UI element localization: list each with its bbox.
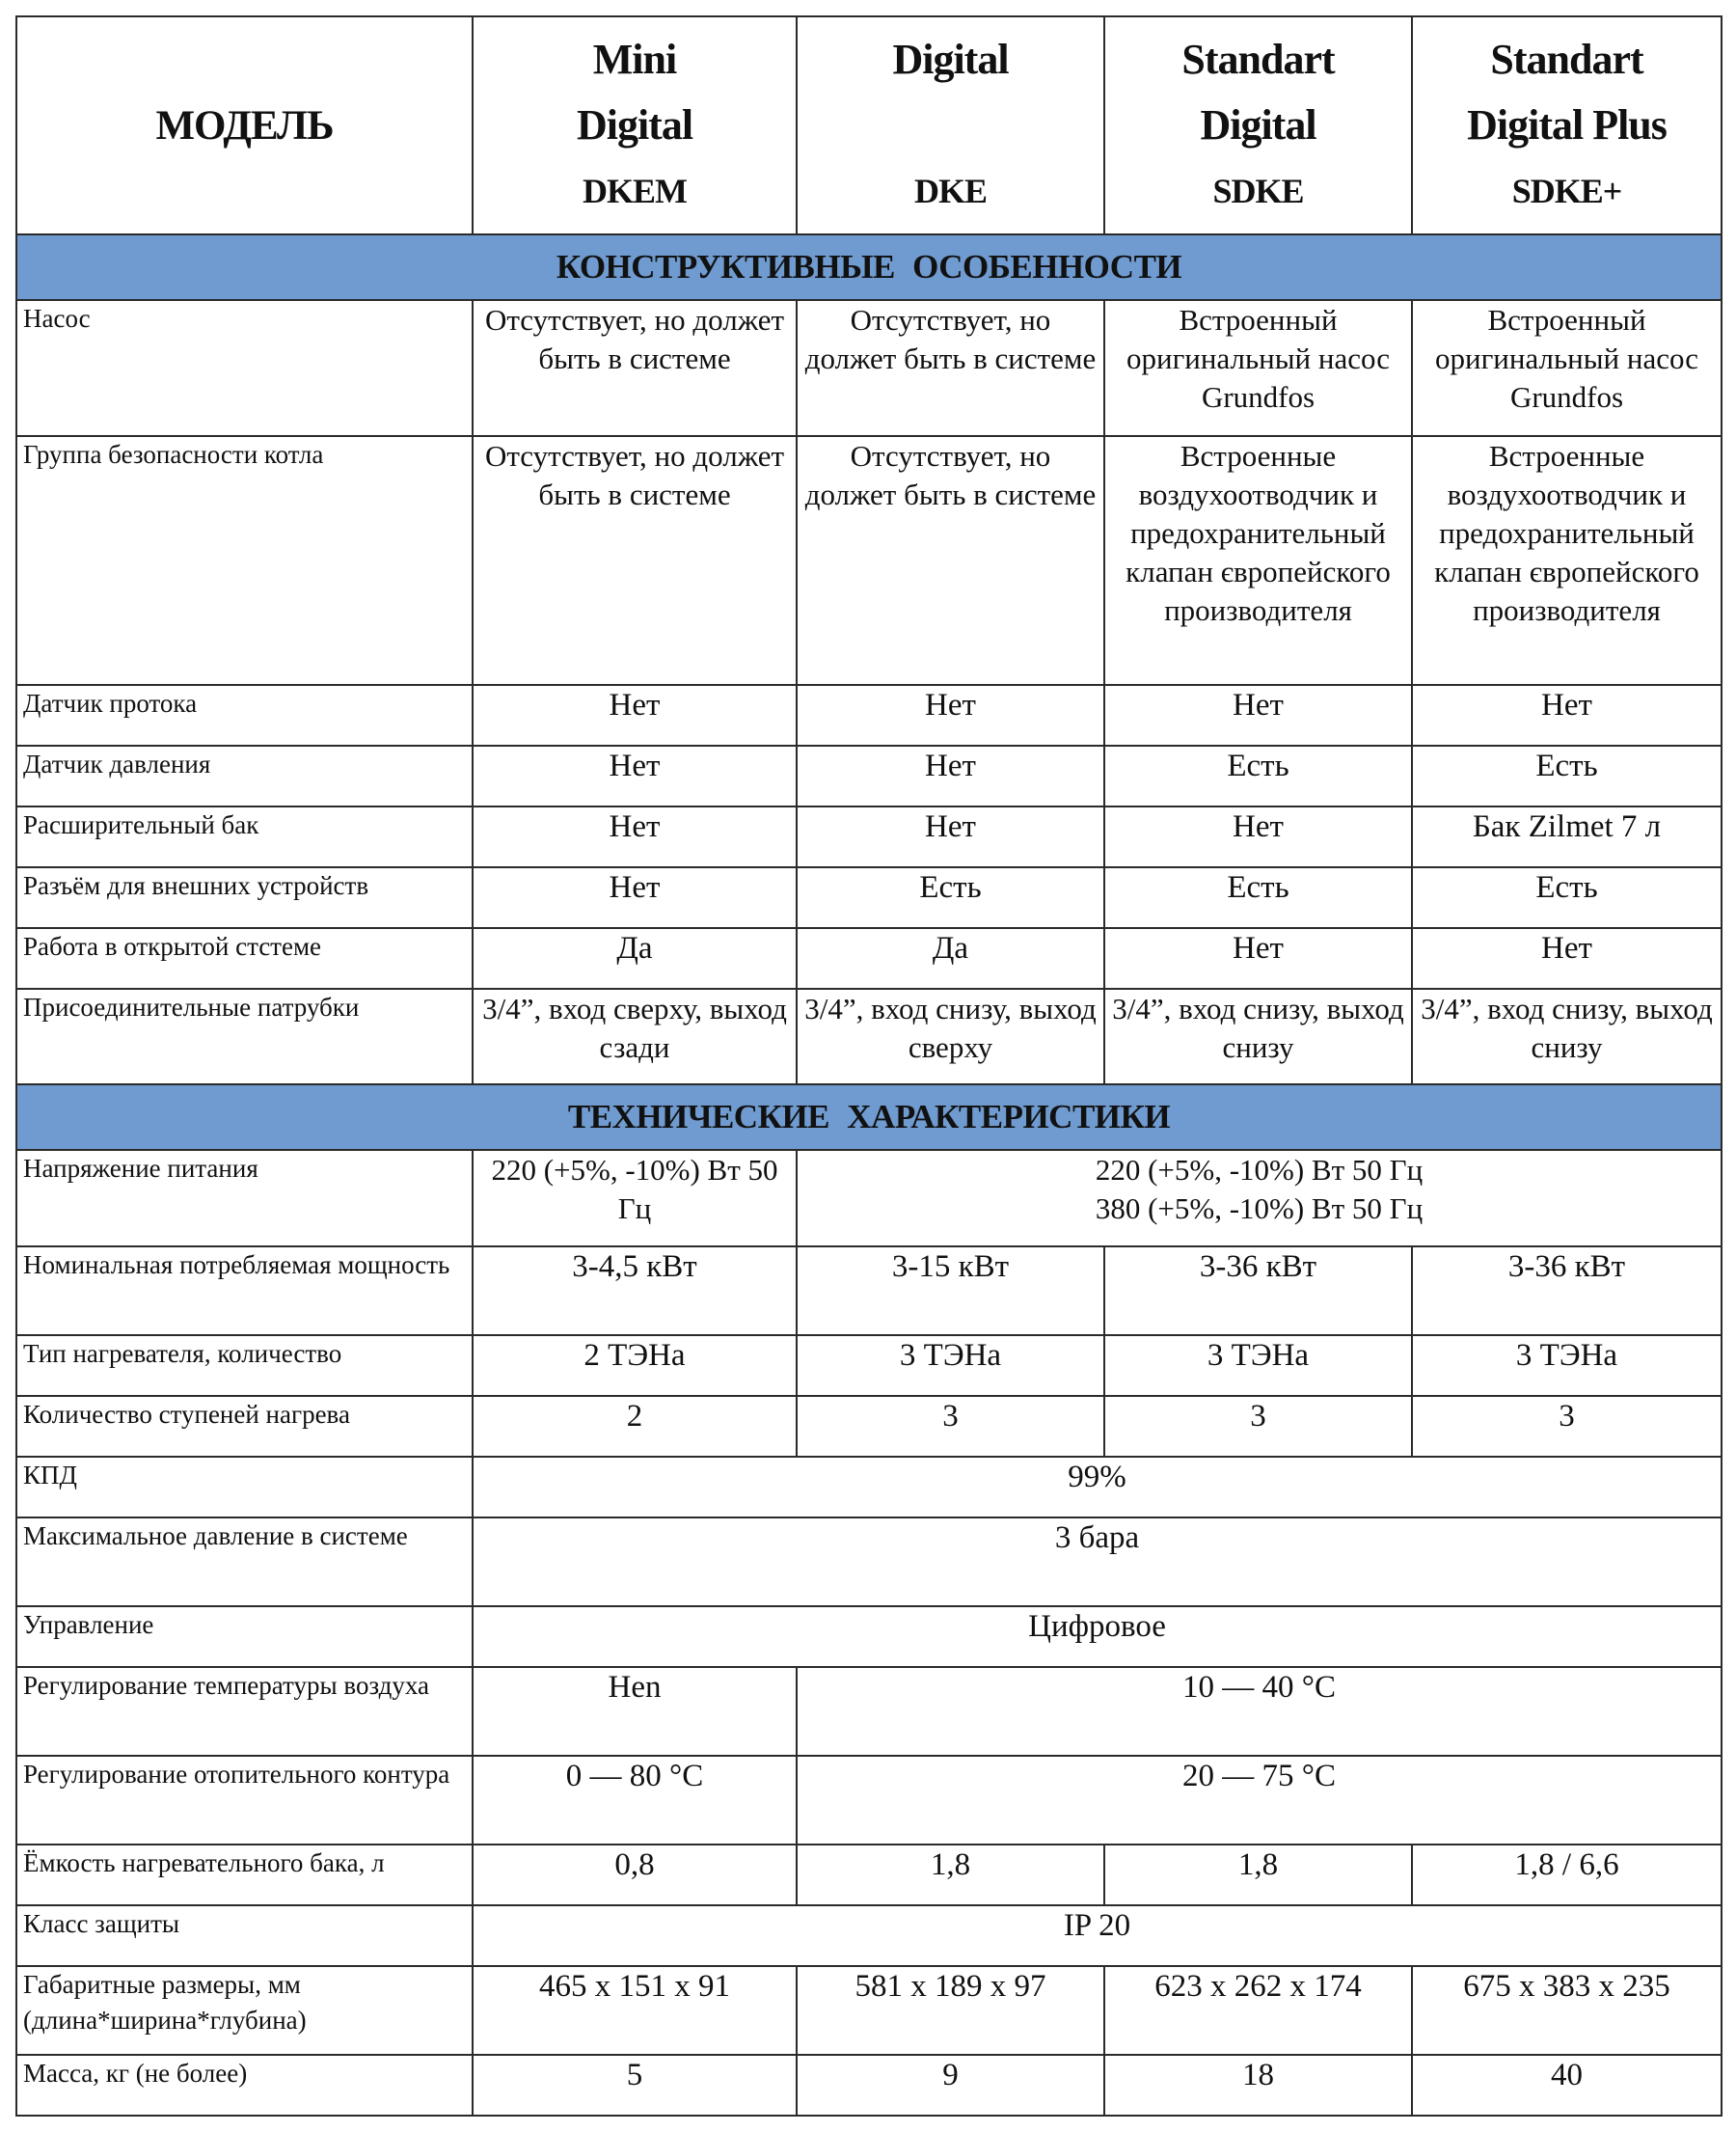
spec-value: 3 ТЭНа bbox=[797, 1335, 1104, 1396]
spec-label: Группа безопасности котла bbox=[16, 436, 473, 685]
spec-value: Нет bbox=[1412, 928, 1722, 989]
spec-value: 5 bbox=[473, 2055, 797, 2116]
spec-value: 3/4”, вход сверху, выход сзади bbox=[473, 989, 797, 1084]
spec-row bbox=[16, 685, 1722, 746]
spec-value: 3-36 кВт bbox=[1104, 1246, 1412, 1335]
model-column-dkem bbox=[473, 16, 797, 234]
spec-label: Масса, кг (не более) bbox=[16, 2055, 473, 2116]
spec-value: 3 bbox=[1104, 1396, 1412, 1457]
spec-value: Нет bbox=[473, 806, 797, 867]
spec-value: Отсутствует, но должет быть в системе bbox=[797, 300, 1104, 436]
spec-label: Ёмкость нагревательного бака, л bbox=[16, 1845, 473, 1905]
model-code: DKEM bbox=[583, 172, 687, 210]
spec-label: Датчик давления bbox=[16, 746, 473, 806]
spec-value: Есть bbox=[1412, 867, 1722, 928]
spec-value: Встроенные воздухоотводчик и предохранительный клапан європейского производителя bbox=[1104, 436, 1412, 685]
spec-value: 3 ТЭНа bbox=[1412, 1335, 1722, 1396]
model-name-line1: Standart bbox=[1181, 36, 1335, 83]
model-name-line1: Digital bbox=[892, 36, 1009, 83]
spec-label: КПД bbox=[16, 1457, 473, 1517]
technical-section-header: ТЕХНИЧЕСКИЕ ХАРАКТЕРИСТИКИ bbox=[16, 1084, 1722, 1150]
spec-value: Есть bbox=[797, 867, 1104, 928]
spec-value: Да bbox=[797, 928, 1104, 989]
spec-label: Работа в открытой стстеме bbox=[16, 928, 473, 989]
spec-value: Нет bbox=[473, 685, 797, 746]
section-row bbox=[16, 234, 1722, 300]
spec-value: 3-4,5 кВт bbox=[473, 1246, 797, 1335]
spec-value: 20 — 75 °C bbox=[797, 1756, 1722, 1845]
spec-value: Нет bbox=[473, 746, 797, 806]
spec-label: Номинальная потребляемая мощность bbox=[16, 1246, 473, 1335]
spec-row bbox=[16, 1756, 1722, 1845]
spec-label: Максимальное давление в системе bbox=[16, 1517, 473, 1606]
spec-value: 3 bbox=[1412, 1396, 1722, 1457]
spec-label: Датчик протока bbox=[16, 685, 473, 746]
model-name-line2: Digital Plus bbox=[1467, 101, 1667, 149]
spec-value: Нет bbox=[797, 806, 1104, 867]
spec-value: Цифровое bbox=[473, 1606, 1722, 1667]
spec-value: 220 (+5%, -10%) Вт 50 Гц bbox=[473, 1150, 797, 1246]
model-name-line2: Digital bbox=[576, 101, 693, 149]
spec-value: 0,8 bbox=[473, 1845, 797, 1905]
spec-value: 0 — 80 °C bbox=[473, 1756, 797, 1845]
header-row bbox=[16, 16, 1722, 234]
spec-value: 3/4”, вход снизу, выход сверху bbox=[797, 989, 1104, 1084]
spec-label: Регулирование отопительного контура bbox=[16, 1756, 473, 1845]
spec-row bbox=[16, 1667, 1722, 1756]
constructive-section-header: КОНСТРУКТИВНЫЕ ОСОБЕННОСТИ bbox=[16, 234, 1722, 300]
model-name-line2 bbox=[803, 93, 1098, 158]
model-name-line2: Digital bbox=[1200, 101, 1316, 149]
spec-value: 1,8 bbox=[797, 1845, 1104, 1905]
spec-value: 1,8 bbox=[1104, 1845, 1412, 1905]
spec-row bbox=[16, 300, 1722, 436]
spec-value: Нет bbox=[1412, 685, 1722, 746]
model-code: DKE bbox=[913, 172, 987, 210]
spec-value: Нет bbox=[473, 867, 797, 928]
spec-value: Есть bbox=[1104, 867, 1412, 928]
spec-value: 623 x 262 x 174 bbox=[1104, 1966, 1412, 2055]
spec-value: Отсутствует, но должет быть в системе bbox=[473, 436, 797, 685]
spec-value: Hen bbox=[473, 1667, 797, 1756]
model-column-sdke bbox=[1104, 16, 1412, 234]
spec-value: Нет bbox=[797, 685, 1104, 746]
spec-value: Встроенные воздухоотводчик и предохранительный клапан європейского производителя bbox=[1412, 436, 1722, 685]
spec-value: 3 bbox=[797, 1396, 1104, 1457]
spec-value: 2 bbox=[473, 1396, 797, 1457]
spec-label: Расширительный бак bbox=[16, 806, 473, 867]
spec-row bbox=[16, 989, 1722, 1084]
spec-row bbox=[16, 1457, 1722, 1517]
spec-value: Да bbox=[473, 928, 797, 989]
spec-value: 220 (+5%, -10%) Вт 50 Гц 380 (+5%, -10%) Вт 50 Гц bbox=[797, 1150, 1722, 1246]
spec-label: Присоединительные патрубки bbox=[16, 989, 473, 1084]
spec-value: 1,8 / 6,6 bbox=[1412, 1845, 1722, 1905]
spec-table bbox=[15, 15, 1722, 2117]
spec-row bbox=[16, 746, 1722, 806]
spec-row bbox=[16, 436, 1722, 685]
spec-row bbox=[16, 1517, 1722, 1606]
spec-value: Встроенный оригинальный насос Grundfos bbox=[1412, 300, 1722, 436]
model-name-line1: Standart bbox=[1490, 36, 1643, 83]
spec-label: Управление bbox=[16, 1606, 473, 1667]
model-column-sdke-plus bbox=[1412, 16, 1722, 234]
model-code: SDKE bbox=[1212, 172, 1304, 210]
spec-row bbox=[16, 1150, 1722, 1246]
spec-value: IP 20 bbox=[473, 1905, 1722, 1966]
spec-value: Отсутствует, но должет быть в системе bbox=[797, 436, 1104, 685]
spec-row bbox=[16, 2055, 1722, 2116]
spec-value: Отсутствует, но должет быть в системе bbox=[473, 300, 797, 436]
model-column-dke bbox=[797, 16, 1104, 234]
model-code: SDKE+ bbox=[1511, 172, 1622, 210]
spec-value: 3 ТЭНа bbox=[1104, 1335, 1412, 1396]
spec-value: 3/4”, вход снизу, выход снизу bbox=[1104, 989, 1412, 1084]
section-row bbox=[16, 1084, 1722, 1150]
model-header: МОДЕЛЬ bbox=[16, 16, 473, 234]
spec-row bbox=[16, 1966, 1722, 2055]
spec-value: Нет bbox=[1104, 806, 1412, 867]
spec-value: 581 x 189 x 97 bbox=[797, 1966, 1104, 2055]
spec-value: 9 bbox=[797, 2055, 1104, 2116]
spec-label: Количество ступеней нагрева bbox=[16, 1396, 473, 1457]
spec-value: 3 бара bbox=[473, 1517, 1722, 1606]
spec-row bbox=[16, 867, 1722, 928]
spec-value: Нет bbox=[1104, 685, 1412, 746]
spec-value: 10 — 40 °C bbox=[797, 1667, 1722, 1756]
spec-value: 18 bbox=[1104, 2055, 1412, 2116]
spec-value: 465 x 151 x 91 bbox=[473, 1966, 797, 2055]
spec-label: Регулирование температуры воздуха bbox=[16, 1667, 473, 1756]
spec-row bbox=[16, 1246, 1722, 1335]
spec-label: Класс защиты bbox=[16, 1905, 473, 1966]
spec-value: Есть bbox=[1104, 746, 1412, 806]
spec-value: 3-15 кВт bbox=[797, 1246, 1104, 1335]
model-name-line1: Mini bbox=[592, 36, 677, 83]
spec-label: Напряжение питания bbox=[16, 1150, 473, 1246]
spec-label: Насос bbox=[16, 300, 473, 436]
spec-value: 2 ТЭНа bbox=[473, 1335, 797, 1396]
spec-value: Нет bbox=[1104, 928, 1412, 989]
spec-value: 40 bbox=[1412, 2055, 1722, 2116]
spec-label: Тип нагревателя, количество bbox=[16, 1335, 473, 1396]
spec-value: Встроенный оригинальный насос Grundfos bbox=[1104, 300, 1412, 436]
spec-row bbox=[16, 1396, 1722, 1457]
spec-value: Нет bbox=[797, 746, 1104, 806]
spec-label: Габаритные размеры, мм (длина*ширина*глубина) bbox=[16, 1966, 473, 2055]
spec-row bbox=[16, 1606, 1722, 1667]
spec-row bbox=[16, 1905, 1722, 1966]
spec-label: Разъём для внешних устройств bbox=[16, 867, 473, 928]
spec-row bbox=[16, 928, 1722, 989]
spec-value: 3/4”, вход снизу, выход снизу bbox=[1412, 989, 1722, 1084]
spec-value: 99% bbox=[473, 1457, 1722, 1517]
spec-value: Есть bbox=[1412, 746, 1722, 806]
spec-row bbox=[16, 1845, 1722, 1905]
spec-value: Бак Zilmet 7 л bbox=[1412, 806, 1722, 867]
spec-row bbox=[16, 806, 1722, 867]
spec-row bbox=[16, 1335, 1722, 1396]
spec-value: 3-36 кВт bbox=[1412, 1246, 1722, 1335]
spec-value: 675 x 383 x 235 bbox=[1412, 1966, 1722, 2055]
